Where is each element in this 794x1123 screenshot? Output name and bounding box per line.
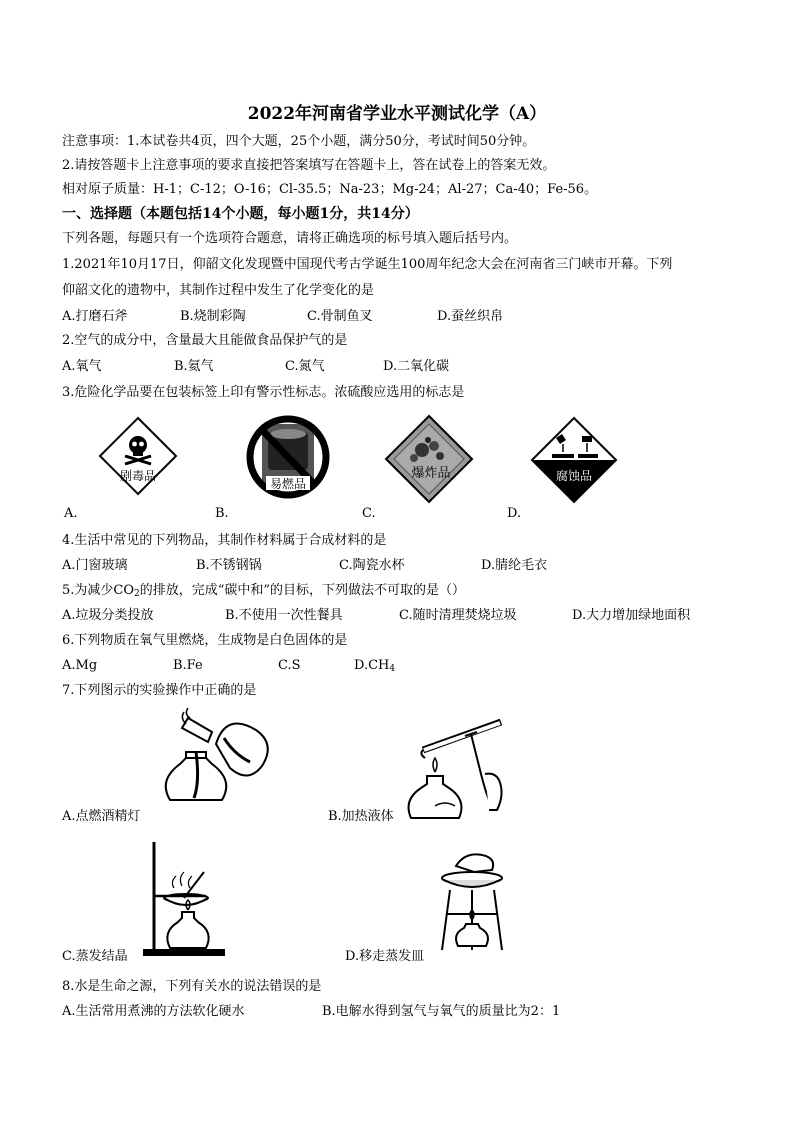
q2-option-d: D.二氧化碳 [383, 359, 450, 374]
q3-option-c: C. [362, 506, 376, 521]
section-1-heading: 一、选择题（本题包括14个小题，每小题1分，共14分） [62, 206, 419, 222]
q8-option-b: B.电解水得到氢气与氧气的质量比为2：1 [322, 1004, 561, 1019]
fig-evaporation [140, 840, 230, 956]
q4-option-c: C.陶瓷水杯 [339, 558, 405, 573]
q3-option-a: A. [64, 506, 78, 521]
q7-option-c: C.蒸发结晶 [62, 949, 128, 964]
q6-option-a: A.Mg [62, 658, 98, 673]
explosive-sign-figure [384, 414, 474, 504]
fig-remove-dish [432, 850, 512, 954]
fig-light-alcohol-lamp [150, 704, 280, 809]
q6-option-d-pre: D.CH [354, 658, 390, 673]
exam-title: 2022年河南省学业水平测试化学（A） [247, 104, 547, 124]
q5-stem-pre: 5.为减少CO [62, 583, 135, 598]
q1-stem-line-2: 仰韶文化的遗物中，其制作过程中发生了化学变化的是 [62, 283, 375, 298]
q4-option-b: B.不锈钢锅 [196, 558, 262, 573]
q4-option-d: D.腈纶毛衣 [481, 558, 548, 573]
atomic-masses: 相对原子质量：H-1；C-12；O-16；Cl-35.5；Na-23；Mg-24；Al-27；Ca-40；Fe-56。 [62, 182, 598, 197]
sign-label-corrosive: 腐蚀品 [555, 469, 593, 483]
notice-line-2: 2.请按答题卡上注意事项的要求直接把答案填写在答题卡上，答在试卷上的答案无效。 [62, 158, 556, 173]
flammable-sign-figure [246, 414, 330, 500]
q1-option-b: B.烧制彩陶 [180, 309, 246, 324]
q1-stem-line-1: 1.2021年10月17日，仰韶文化发现暨中国现代考古学诞生100周年纪念大会在河南省三门峡市开幕。下列 [62, 257, 673, 272]
q5-option-c: C.随时清理焚烧垃圾 [399, 608, 517, 623]
q2-option-a: A.氧气 [62, 359, 102, 374]
q5-option-d: D.大力增加绿地面积 [572, 608, 691, 623]
toxic-sign-figure [98, 416, 178, 496]
section-1-instruction: 下列各题，每题只有一个选项符合题意，请将正确选项的标号填入题后括号内。 [62, 231, 518, 246]
q1-option-d: D.蚕丝织帛 [437, 309, 504, 324]
q7-option-d: D.移走蒸发皿 [345, 949, 425, 964]
q7-option-a: A.点燃酒精灯 [62, 809, 141, 824]
sign-label-toxic: 剧毒品 [119, 469, 157, 483]
fig-heat-liquid [405, 712, 520, 822]
notice-line-1: 注意事项：1.本试卷共4页，四个大题，25个小题，满分50分，考试时间50分钟。 [62, 134, 536, 149]
corrosive-sign-figure [530, 416, 618, 504]
q6-option-c: C.S [278, 658, 301, 673]
q4-stem: 4.生活中常见的下列物品，其制作材料属于合成材料的是 [62, 533, 387, 548]
sign-label-explosive: 爆炸品 [411, 466, 451, 481]
q6-option-d-sub: 4 [389, 664, 396, 674]
sign-label-flammable: 易燃品 [269, 477, 307, 491]
q7-stem: 7.下列图示的实验操作中正确的是 [62, 683, 257, 698]
q8-option-a: A.生活常用煮沸的方法软化硬水 [62, 1004, 245, 1019]
q5-stem-post: 的排放，完成“碳中和”的目标，下列做法不可取的是（） [139, 583, 466, 598]
q4-option-a: A.门窗玻璃 [62, 558, 128, 573]
q5-option-b: B.不使用一次性餐具 [225, 608, 343, 623]
q3-option-d: D. [507, 506, 522, 521]
q5-option-a: A.垃圾分类投放 [62, 608, 154, 623]
q6-option-d [354, 657, 395, 678]
q1-option-c: C.骨制鱼叉 [307, 309, 373, 324]
q5-stem-sub: 2 [134, 589, 140, 599]
q6-option-b: B.Fe [173, 658, 203, 673]
q7-option-b: B.加热液体 [328, 809, 394, 824]
q3-option-b: B. [215, 506, 229, 521]
q2-option-c: C.氮气 [285, 359, 325, 374]
q2-stem: 2.空气的成分中，含量最大且能做食品保护气的是 [62, 333, 348, 348]
q8-stem: 8.水是生命之源，下列有关水的说法错误的是 [62, 979, 322, 994]
q6-stem: 6.下列物质在氧气里燃烧，生成物是白色固体的是 [62, 633, 348, 648]
q3-stem: 3.危险化学品要在包装标签上印有警示性标志。浓硫酸应选用的标志是 [62, 385, 465, 400]
q1-option-a: A.打磨石斧 [62, 309, 128, 324]
q5-stem [62, 582, 465, 603]
q2-option-b: B.氦气 [174, 359, 214, 374]
